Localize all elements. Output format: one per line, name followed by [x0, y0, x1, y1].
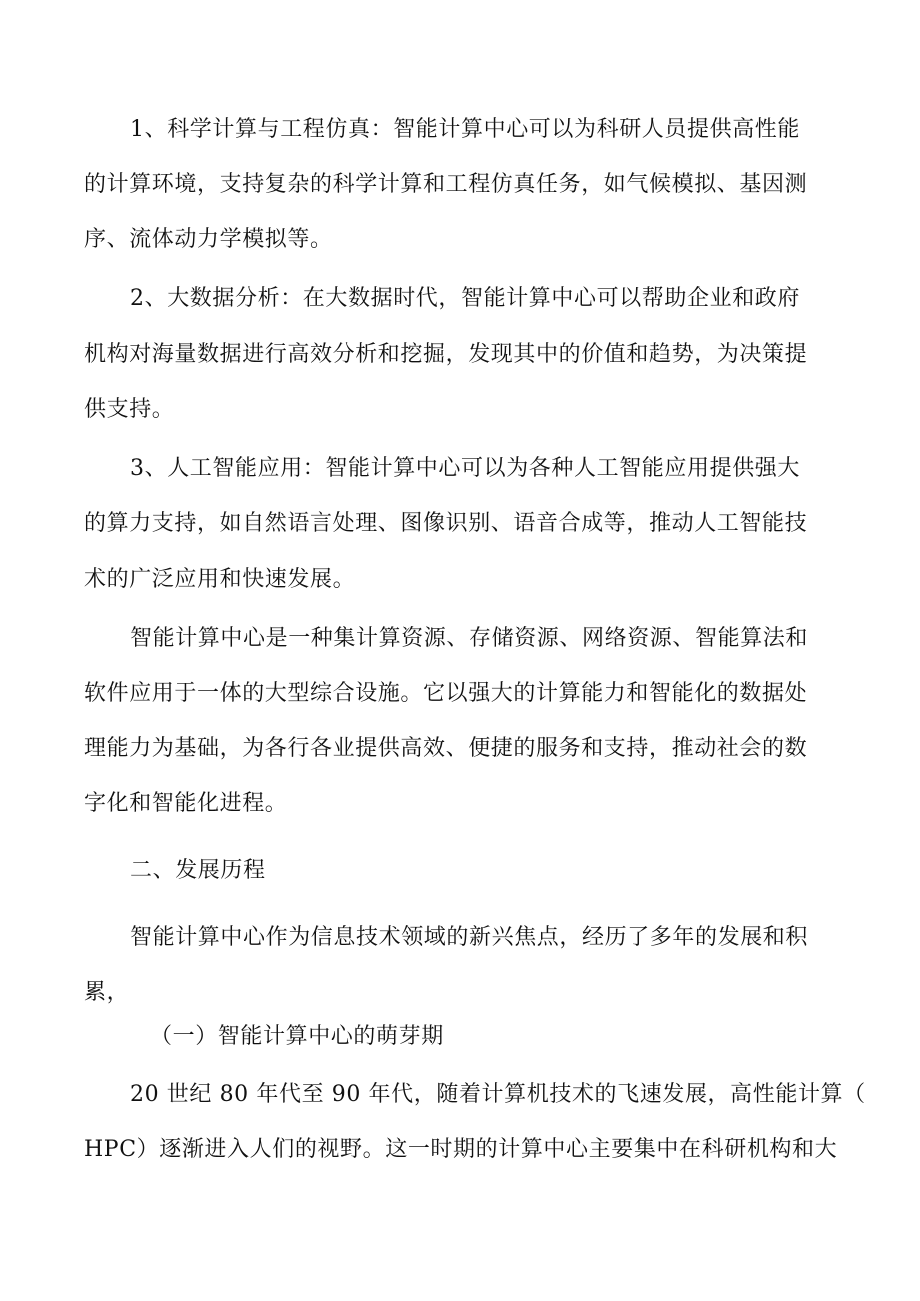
- subsection-heading: （一）智能计算中心的萌芽期: [150, 1024, 444, 1049]
- paragraph-4-line-2: 软件应用于一体的大型综合设施。它以强大的计算能力和智能化的数据处: [84, 681, 808, 706]
- paragraph-2-line-3: 供支持。: [84, 397, 175, 422]
- paragraph-1-line-1: 1、科学计算与工程仿真：智能计算中心可以为科研人员提供高性能: [130, 117, 800, 142]
- paragraph-1-line-3: 序、流体动力学模拟等。: [84, 227, 333, 252]
- paragraph-6-line-1: 20 世纪 80 年代至 90 年代，随着计算机技术的飞速发展，高性能计算（: [130, 1082, 866, 1107]
- paragraph-3-line-2: 的算力支持，如自然语言处理、图像识别、语音合成等，推动人工智能技: [84, 511, 808, 536]
- paragraph-3-line-3: 术的广泛应用和快速发展。: [84, 567, 356, 592]
- paragraph-5-line-2: 累，: [84, 980, 130, 1005]
- section-heading: 二、发展历程: [130, 858, 266, 883]
- paragraph-5-line-1: 智能计算中心作为信息技术领域的新兴焦点，经历了多年的发展和积: [130, 925, 809, 950]
- paragraph-4-line-4: 字化和智能化进程。: [84, 791, 288, 816]
- paragraph-1-line-2: 的计算环境，支持复杂的科学计算和工程仿真任务，如气候模拟、基因测: [84, 172, 808, 197]
- paragraph-2-line-2: 机构对海量数据进行高效分析和挖掘，发现其中的价值和趋势，为决策提: [84, 342, 808, 367]
- paragraph-2-line-1: 2、大数据分析：在大数据时代，智能计算中心可以帮助企业和政府: [130, 286, 800, 311]
- paragraph-3-line-1: 3、人工智能应用：智能计算中心可以为各种人工智能应用提供强大: [130, 456, 800, 481]
- paragraph-6-line-2: HPC）逐渐进入人们的视野。这一时期的计算中心主要集中在科研机构和大: [84, 1137, 838, 1162]
- paragraph-4-line-1: 智能计算中心是一种集计算资源、存储资源、网络资源、智能算法和: [130, 626, 809, 651]
- paragraph-4-line-3: 理能力为基础，为各行各业提供高效、便捷的服务和支持，推动社会的数: [84, 736, 808, 761]
